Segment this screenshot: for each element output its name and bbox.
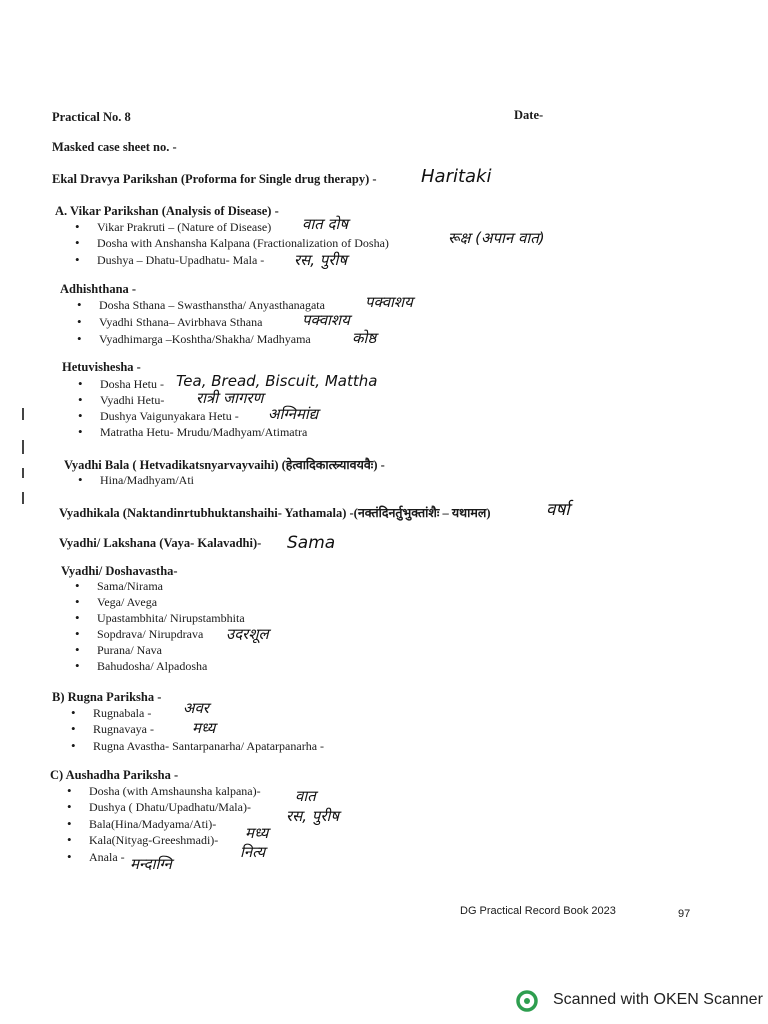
vyadhi-bala-heading: Vyadhi Bala ( Hetvadikatsnyarvayvaihi) (हेत्वादिकात्स्र्यावयवैः) - <box>64 458 385 472</box>
list-item: • Rugnabala - <box>93 706 151 721</box>
adhishthana-heading: Adhishthana - <box>60 282 137 296</box>
form-title-value: Haritaki <box>421 166 492 187</box>
handwritten-value: वात दोष <box>302 215 349 233</box>
list-item: • Kala(Nityag-Greeshmadi)- <box>89 833 218 848</box>
handwritten-value: रस, पुरीष <box>294 251 348 269</box>
handwritten-value: Sama <box>287 533 336 553</box>
handwritten-value: उदरशूल <box>226 625 269 643</box>
list-item: • Dosha Sthana – Swasthanstha/ Anyasthanagata <box>99 298 325 313</box>
record-book-label: DG Practical Record Book 2023 <box>460 905 616 917</box>
list-item: • Vega/ Avega <box>97 595 157 610</box>
list-item: • Vyadhimarga –Koshtha/Shakha/ Madhyama <box>99 332 311 347</box>
scan-edge-mark <box>22 492 24 504</box>
list-item: • Bahudosha/ Alpadosha <box>97 659 207 674</box>
list-item: • Upastambhita/ Nirupstambhita <box>97 611 245 626</box>
list-item: • Matratha Hetu- Mrudu/Madhyam/Atimatra <box>100 425 307 440</box>
scan-edge-mark <box>22 468 24 478</box>
handwritten-value: कोष्ठ <box>352 329 377 347</box>
scan-edge-mark <box>22 440 24 454</box>
handwritten-value: पक्वाशय <box>365 293 413 311</box>
list-item: • Dosha with Anshansha Kalpana (Fractionalization of Dosha) <box>97 236 389 251</box>
list-item: • Sopdrava/ Nirupdrava <box>97 627 203 642</box>
list-item: • Bala(Hina/Madyama/Ati)- <box>89 817 216 832</box>
list-item: • Dushya – Dhatu-Upadhatu- Mala - <box>97 253 264 268</box>
list-item: • Sama/Nirama <box>97 579 163 594</box>
scan-edge-mark <box>22 408 24 420</box>
handwritten-value: मध्य <box>245 824 269 842</box>
handwritten-value: अवर <box>183 699 209 717</box>
date-label: Date- <box>514 108 544 122</box>
handwritten-value: रात्री जागरण <box>196 389 264 407</box>
list-item: • Dosha (with Amshaunsha kalpana)- <box>89 784 261 799</box>
section-b-heading: B) Rugna Pariksha - <box>52 690 162 704</box>
list-item: • Vyadhi Hetu- <box>100 393 164 408</box>
handwritten-value: वर्षा <box>546 500 570 520</box>
list-item: • Rugnavaya - <box>93 722 154 737</box>
oken-logo-icon <box>516 990 538 1012</box>
handwritten-value: रस, पुरीष <box>286 807 340 825</box>
handwritten-value: मध्य <box>192 719 216 737</box>
list-item: • Rugna Avastha- Santarpanarha/ Apatarpanarha - <box>93 739 324 754</box>
vyadhikala-heading: Vyadhikala (Naktandinrtubhuktanshaihi- Yathamala) -(नक्तंदिनर्तुभुक्तांशैः – यथामल) <box>59 506 491 520</box>
case-sheet-label: Masked case sheet no. - <box>52 140 177 154</box>
list-item: • Vikar Prakruti – (Nature of Disease) <box>97 220 271 235</box>
handwritten-value: पक्वाशय <box>302 311 350 329</box>
doshavastha-heading: Vyadhi/ Doshavastha- <box>61 564 178 578</box>
section-a-heading: A. Vikar Parikshan (Analysis of Disease) - <box>55 204 279 218</box>
handwritten-value: मन्दाग्नि <box>130 855 172 873</box>
practical-number: Practical No. 8 <box>52 110 131 124</box>
handwritten-value: रूक्ष (अपान वात) <box>448 229 545 247</box>
handwritten-value: वात <box>295 787 316 805</box>
list-item: • Vyadhi Sthana– Avirbhava Sthana <box>99 315 262 330</box>
list-item: • Anala - <box>89 850 125 865</box>
list-item: • Dushya Vaigunyakara Hetu - <box>100 409 239 424</box>
page-number: 97 <box>678 908 691 920</box>
handwritten-value: Tea, Bread, Biscuit, Mattha <box>176 372 378 390</box>
list-item: • Dosha Hetu - <box>100 377 164 392</box>
lakshana-heading: Vyadhi/ Lakshana (Vaya- Kalavadhi)- <box>59 536 262 550</box>
list-item: • Hina/Madhyam/Ati <box>100 473 194 488</box>
section-c-heading: C) Aushadha Pariksha - <box>50 768 179 782</box>
handwritten-value: नित्य <box>240 843 266 861</box>
form-title: Ekal Dravya Parikshan (Proforma for Single drug therapy) - <box>52 172 377 186</box>
hetuvishesha-heading: Hetuvishesha - <box>62 360 141 374</box>
list-item: • Purana/ Nava <box>97 643 162 658</box>
list-item: • Dushya ( Dhatu/Upadhatu/Mala)- <box>89 800 251 815</box>
scanner-watermark: Scanned with OKEN Scanner <box>553 991 763 1008</box>
handwritten-value: अग्निमांद्य <box>268 405 319 423</box>
